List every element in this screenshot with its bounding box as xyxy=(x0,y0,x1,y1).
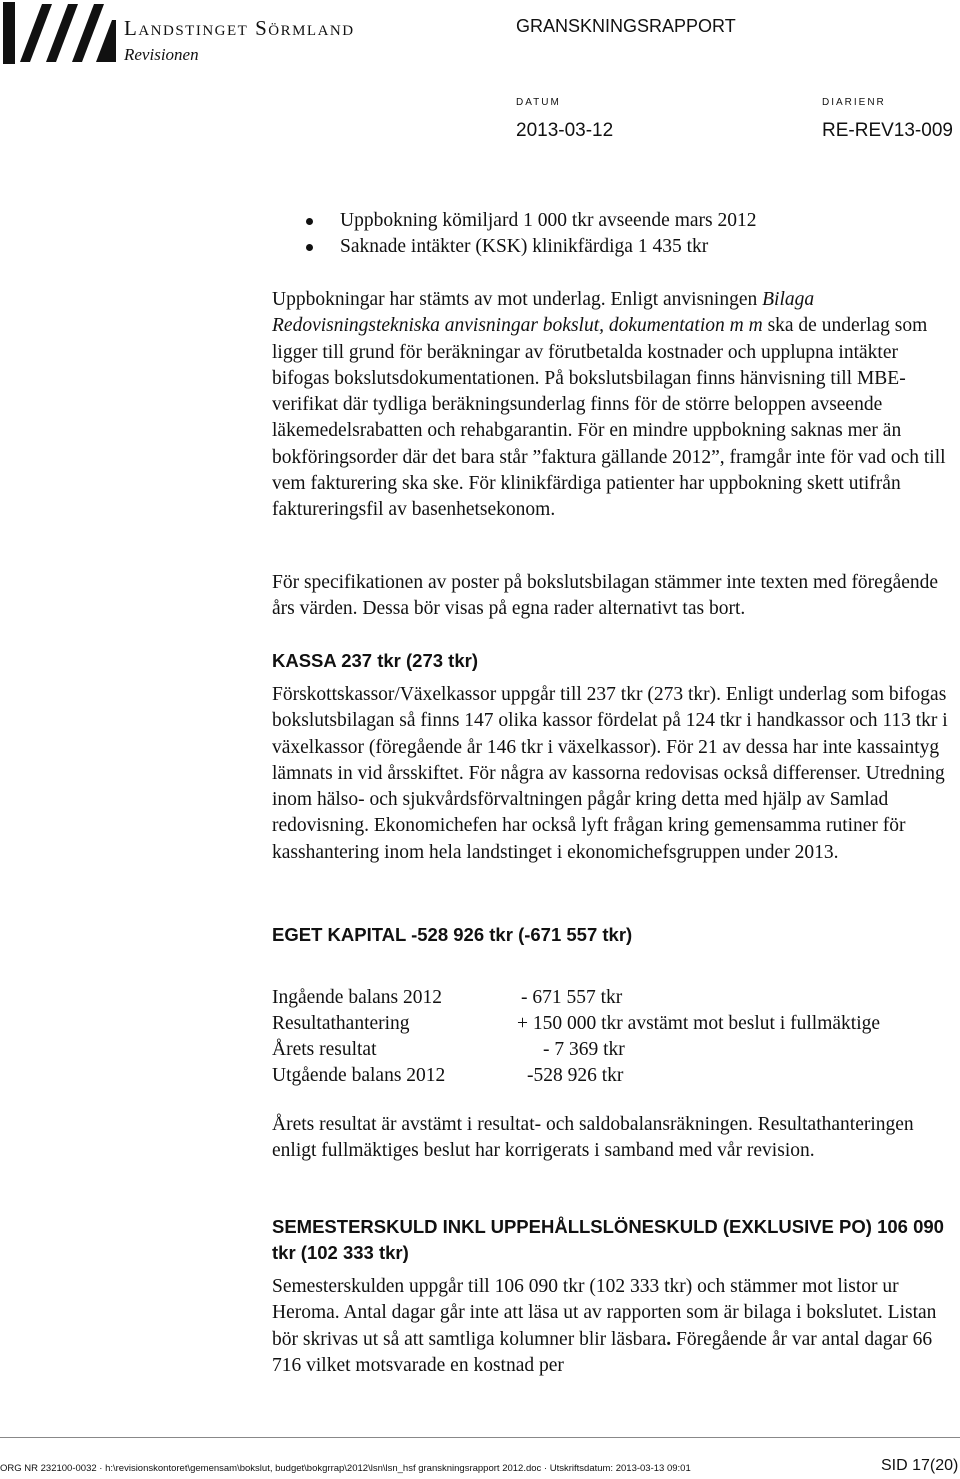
table-row: Årets resultat - 7 369 tkr xyxy=(272,1039,625,1060)
list-item: Saknade intäkter (KSK) klinikfärdiga 1 435 tkr xyxy=(306,234,926,260)
balance-table xyxy=(272,985,880,1089)
heading-eget-kapital: EGET KAPITAL -528 926 tkr (-671 557 tkr) xyxy=(272,924,633,945)
org-subtitle: Revisionen xyxy=(124,45,199,64)
org-name: Landstinget Sörmland xyxy=(124,16,355,40)
bullet-icon xyxy=(306,218,313,225)
footer-divider xyxy=(0,1437,960,1438)
paragraph-eget-kapital: Årets resultat är avstämt i resultat- och saldobalansräkningen. Resultathanteringen enligt fullmäktiges beslut har korrigerats i samband med vår revision. xyxy=(272,1114,914,1162)
table-row: Utgående balans 2012 -528 926 tkr xyxy=(272,1065,624,1086)
paragraph-uppbokningar: Uppbokningar har stämts av mot underlag. Enligt anvisningen Bilaga Redovisningstekniska anvisningar bokslut, dokumentation m m ska de underlag som ligger till grund för beräkningar av förutbetalda kostnader och upplupna intäkter bifogas bokslutsdokumentationen. På bokslutsbilagan finns hänvisning till MBE-verifikat där tydliga beräkningsunderlag finns för de större beloppen avseende läkemedelsrabatten och rehabgarantin. För en mindre uppbokning saknas mer än bokföringsorder där det bara står ”faktura gällande 2012”, framgår inte för vad och till vem fakturering ska ske. För klinikfärdiga patienter har uppbokning skett utifrån faktureringsfil av basenhetsekonom. xyxy=(272,289,946,521)
bullet-list xyxy=(306,208,926,260)
heading-semesterskuld: SEMESTERSKULD INKL UPPEHÅLLSLÖNESKULD (EXKLUSIVE PO) 106 090 tkr (102 333 tkr) xyxy=(272,1216,944,1263)
heading-kassa: KASSA 237 tkr (273 tkr) xyxy=(272,650,478,671)
bullet-icon xyxy=(306,244,313,251)
date-value: 2013-03-12 xyxy=(516,120,614,141)
diary-number-value: RE-REV13-009 xyxy=(822,120,953,141)
list-item: Uppbokning kömiljard 1 000 tkr avseende mars 2012 xyxy=(306,208,926,234)
paragraph-semesterskuld: Semesterskulden uppgår till 106 090 tkr (102 333 tkr) och stämmer mot listor ur Heroma. Antal dagar går inte att läsa ut av rapporten som är bilaga i bokslutet. Listan bör skrivas ut så att samtliga kolumner blir läsbara. Föregående år var antal dagar 66 716 vilket motsvarade en kostnad per xyxy=(272,1276,937,1376)
page-number: SID 17(20) xyxy=(881,1457,959,1474)
date-label: DATUM xyxy=(516,97,561,108)
paragraph-kassa: Förskottskassor/Växelkassor uppgår till 237 tkr (273 tkr). Enligt underlag som bifogas bokslutsbilagan så finns 147 olika kassor fördelat på 124 tkr i handkassor och 113 tkr i växelkassor (föregående år 146 tkr i växelkassor). För 21 av dessa har inte kassaintyg lämnats in vid årsskiftet. För några av kassorna redovisas också differenser. Utredning inom hälso- och sjukvårdsförvaltningen pågår kring detta med hjälp av Samlad redovisning. Ekonomichefen har också lyft frågan kring gemensamma rutiner för kasshantering inom hela landstinget i ekonomichefsgruppen under 2013. xyxy=(272,684,948,863)
table-row: Ingående balans 2012 - 671 557 tkr xyxy=(272,987,623,1008)
footer-info: ORG NR 232100-0032 · h:\revisionskontoret\gemensam\bokslut, budget\bokgrrap\2012\lsn\lsn_hsf granskningsrapport 2012.doc · Utskriftsdatum: 2013-03-13 09:01 xyxy=(0,1463,691,1474)
report-type: GRANSKNINGSRAPPORT xyxy=(516,16,736,36)
diary-number-label: DIARIENR xyxy=(822,97,886,108)
paragraph-specifikation: För specifikationen av poster på bokslutsbilagan stämmer inte texten med föregående års värden. Dessa bör visas på egna rader alternativt tas bort. xyxy=(272,572,939,620)
table-row: Resultathantering + 150 000 tkr avstämt mot beslut i fullmäktige xyxy=(272,1013,881,1034)
logo-icon xyxy=(0,0,118,70)
